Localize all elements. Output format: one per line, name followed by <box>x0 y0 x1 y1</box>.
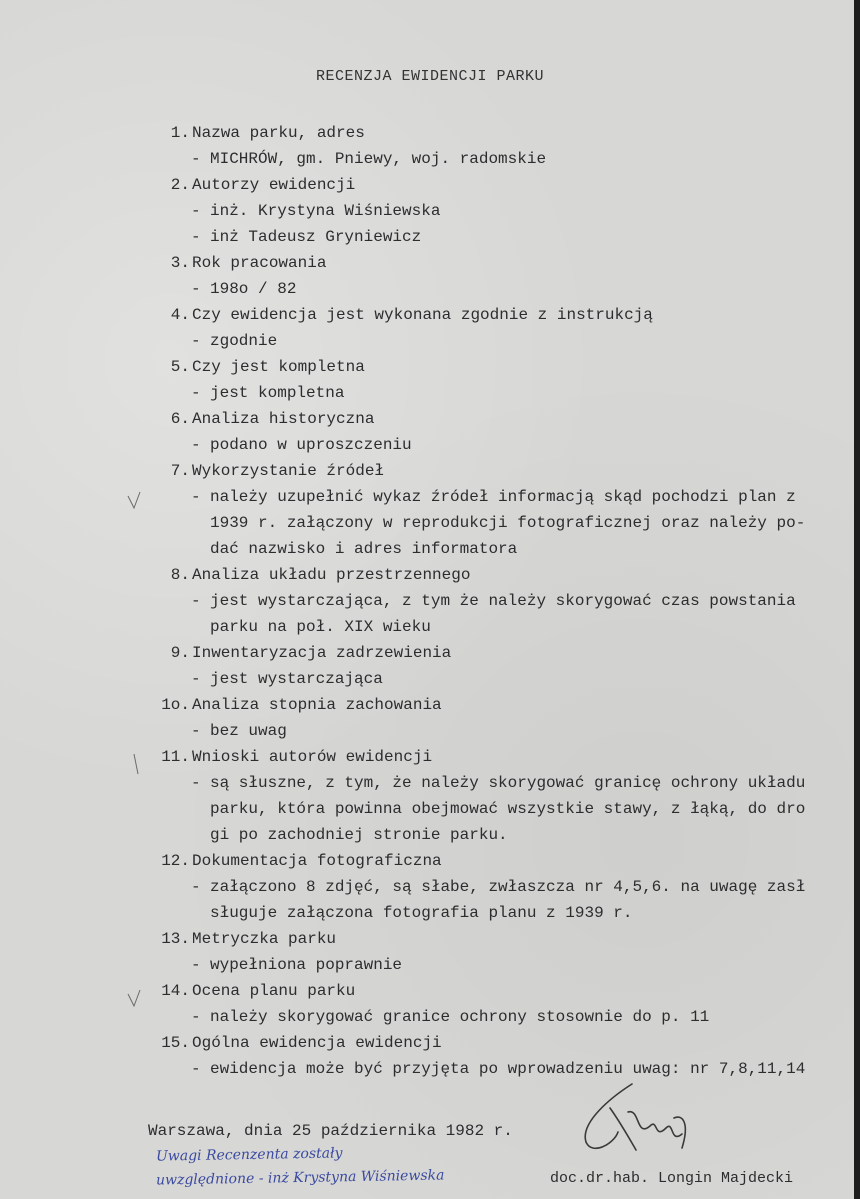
item-number: 4. <box>170 306 190 324</box>
item-answer: zgodnie <box>210 332 278 350</box>
item-answer: 198o / 82 <box>210 280 297 298</box>
item-answer: wypełniona poprawnie <box>210 956 403 974</box>
item-answer: należy uzupełnić wykaz źródeł informacją skąd pochodzi plan z <box>210 488 796 506</box>
item-heading: Wykorzystanie źródeł <box>192 462 385 480</box>
list-item: 8. Analiza układu przestrzennego - jest wystarczająca, z tym że należy skorygować czas powstania parku na poł. XIX wieku <box>148 562 858 640</box>
item-heading: Analiza układu przestrzennego <box>192 566 471 584</box>
item-number: 11. <box>161 748 190 766</box>
list-item: 1. Nazwa parku, adres - MICHRÓW, gm. Pniewy, woj. radomskie <box>148 120 858 172</box>
signature-icon <box>570 1078 720 1158</box>
item-heading: Dokumentacja fotograficzna <box>192 852 442 870</box>
checkmark-icon <box>120 486 150 516</box>
checkmark-icon <box>120 984 150 1014</box>
item-heading: Nazwa parku, adres <box>192 124 365 142</box>
item-number: 15. <box>161 1034 190 1052</box>
item-answer: inż Tadeusz Gryniewicz <box>210 228 422 246</box>
item-number: 12. <box>161 852 190 870</box>
item-answer: jest wystarczająca <box>210 670 383 688</box>
item-number: 2. <box>170 176 190 194</box>
item-answer: są słuszne, z tym, że należy skorygować granicę ochrony układu <box>210 774 806 792</box>
item-answer-continued: sługuje załączona fotografia planu z 1939 r. <box>210 904 633 922</box>
item-answer-continued: parku na poł. XIX wieku <box>210 618 431 636</box>
item-heading: Autorzy ewidencji <box>192 176 356 194</box>
item-answer: MICHRÓW, gm. Pniewy, woj. radomskie <box>210 150 547 168</box>
item-number: 8. <box>170 566 190 584</box>
list-item: 9. Inwentaryzacja zadrzewienia - jest wystarczająca <box>148 640 858 692</box>
item-heading: Ocena planu parku <box>192 982 356 1000</box>
list-item: 14. Ocena planu parku - należy skorygować granice ochrony stosownie do p. 11 <box>148 978 858 1030</box>
item-answer: jest wystarczająca, z tym że należy skorygować czas powstania <box>210 592 796 610</box>
document-title: RECENZJA EWIDENCJI PARKU <box>315 68 545 85</box>
item-answer-continued: 1939 r. załączony w reprodukcji fotograficznej oraz należy po- <box>210 514 806 532</box>
item-answer: podano w uproszczeniu <box>210 436 412 454</box>
item-number: 1. <box>170 124 190 142</box>
list-item: 4. Czy ewidencja jest wykonana zgodnie z instrukcją - zgodnie <box>148 302 858 354</box>
item-answer-continued: gi po zachodniej stronie parku. <box>210 826 508 844</box>
list-item: 11. Wnioski autorów ewidencji - są słuszne, z tym, że należy skorygować granicę ochrony układu parku, która powinna obejmować wszystkie stawy, z łąką, do dro gi po zachodniej stronie parku. <box>148 744 858 848</box>
item-answer-continued: dać nazwisko i adres informatora <box>210 540 518 558</box>
item-number: 13. <box>161 930 190 948</box>
list-item: 12. Dokumentacja fotograficzna - załączono 8 zdjęć, są słabe, zwłaszcza nr 4,5,6. na uwagę zasł sługuje załączona fotografia planu z 1939 r. <box>148 848 858 926</box>
item-answer: należy skorygować granice ochrony stosownie do p. 11 <box>210 1008 710 1026</box>
item-heading: Wnioski autorów ewidencji <box>192 748 433 766</box>
item-answer: jest kompletna <box>210 384 345 402</box>
item-answer: inż. Krystyna Wiśniewska <box>210 202 441 220</box>
item-number: 3. <box>170 254 190 272</box>
item-heading: Analiza stopnia zachowania <box>192 696 442 714</box>
item-heading: Metryczka parku <box>192 930 337 948</box>
item-answer: załączono 8 zdjęć, są słabe, zwłaszcza nr 4,5,6. na uwagę zasł <box>210 878 806 896</box>
list-item: 13. Metryczka parku - wypełniona poprawnie <box>148 926 858 978</box>
list-item: 2. Autorzy ewidencji - inż. Krystyna Wiśniewska - inż Tadeusz Gryniewicz <box>148 172 858 250</box>
list-item: 7. Wykorzystanie źródeł - należy uzupełnić wykaz źródeł informacją skąd pochodzi plan z 1939 r. załączony w reprodukcji fotograficznej oraz należy po- dać nazwisko i adres informatora <box>148 458 858 562</box>
reviewer-name: doc.dr.hab. Longin Majdecki <box>550 1170 794 1187</box>
item-number: 7. <box>170 462 190 480</box>
scan-edge <box>854 0 860 1199</box>
item-number: 14. <box>161 982 190 1000</box>
handwritten-note: Uwagi Recenzenta zostały <box>155 1145 343 1165</box>
item-number: 9. <box>170 644 190 662</box>
item-heading: Analiza historyczna <box>192 410 375 428</box>
item-number: 6. <box>170 410 190 428</box>
item-heading: Rok pracowania <box>192 254 327 272</box>
checkmark-icon <box>120 748 150 778</box>
item-heading: Inwentaryzacja zadrzewienia <box>192 644 452 662</box>
review-items <box>148 120 858 1082</box>
place-and-date: Warszawa, dnia 25 października 1982 r. <box>148 1122 513 1140</box>
list-item: 15. Ogólna ewidencja ewidencji - ewidencja może być przyjęta po wprowadzeniu uwag: nr 7,8,11,14 <box>148 1030 858 1082</box>
item-number: 5. <box>170 358 190 376</box>
list-item: 1o. Analiza stopnia zachowania - bez uwag <box>148 692 858 744</box>
item-heading: Czy ewidencja jest wykonana zgodnie z instrukcją <box>192 306 653 324</box>
item-heading: Czy jest kompletna <box>192 358 365 376</box>
list-item: 6. Analiza historyczna - podano w uproszczeniu <box>148 406 858 458</box>
list-item: 3. Rok pracowania - 198o / 82 <box>148 250 858 302</box>
list-item: 5. Czy jest kompletna - jest kompletna <box>148 354 858 406</box>
item-answer-continued: parku, która powinna obejmować wszystkie stawy, z łąką, do dro <box>210 800 806 818</box>
item-heading: Ogólna ewidencja ewidencji <box>192 1034 442 1052</box>
item-number: 1o. <box>161 696 190 714</box>
item-answer: bez uwag <box>210 722 287 740</box>
handwritten-note: uwzględnione - inż Krystyna Wiśniewska <box>155 1167 445 1189</box>
item-answer: ewidencja może być przyjęta po wprowadzeniu uwag: nr 7,8,11,14 <box>210 1060 806 1078</box>
